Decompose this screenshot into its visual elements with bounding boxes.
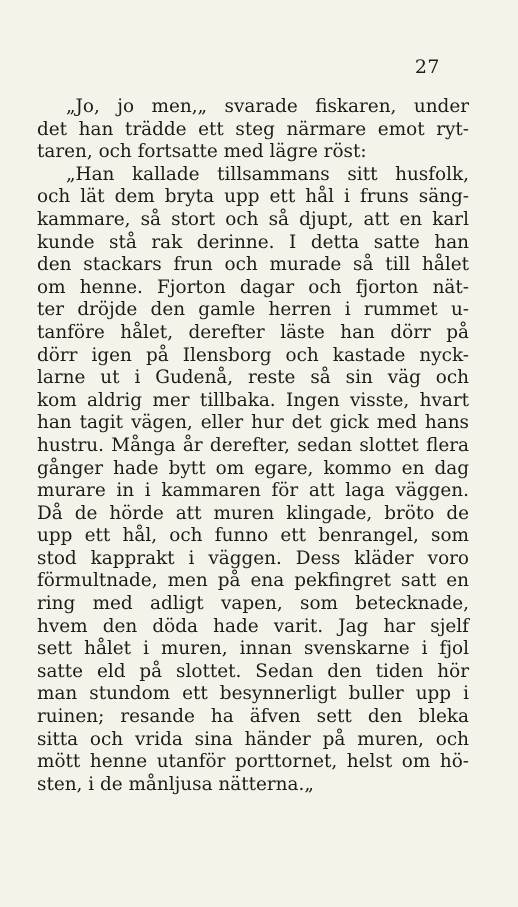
- text-line: Då de hörde att muren klingade, bröto de: [37, 502, 469, 524]
- text-line: stod kapprakt i väggen. Dess kläder voro: [37, 547, 469, 569]
- text-line: sett hålet i muren, innan svenskarne i fjol: [37, 638, 469, 660]
- page-number: 27: [414, 56, 440, 78]
- text-line: mött henne utanför porttornet, helst om hö-: [37, 751, 469, 773]
- text-line: och lät dem bryta upp ett hål i fruns säng-: [37, 186, 469, 208]
- text-line: ter dröjde den gamle herren i rummet u-: [37, 299, 469, 321]
- text-line: kom aldrig mer tillbaka. Ingen visste, hvart: [37, 389, 469, 411]
- text-line: murare in i kammaren för att laga väggen.: [37, 480, 469, 502]
- text-line: sitta och vrida sina händer på muren, och: [37, 728, 469, 750]
- text-line: ring med adligt vapen, som betecknade,: [37, 593, 469, 615]
- text-line: gånger hade bytt om egare, kommo en dag: [37, 457, 469, 479]
- text-line: „Han kallade tillsammans sitt husfolk,: [66, 163, 469, 185]
- text-line: hvem den döda hade varit. Jag har sjelf: [37, 615, 469, 637]
- text-line: sten, i de månljusa nätterna.„: [37, 773, 314, 795]
- text-line: dörr igen på Ilensborg och kastade nyck-: [37, 344, 469, 366]
- body-text: [37, 96, 469, 796]
- text-line: förmultnade, men på ena pekfingret satt en: [37, 570, 469, 592]
- text-line: om henne. Fjorton dagar och fjorton nät-: [37, 276, 469, 298]
- text-line: ruinen; resande ha äfven sett den bleka: [37, 706, 469, 728]
- text-line: larne ut i Gudenå, reste så sin väg och: [37, 367, 469, 389]
- text-line: taren, och fortsatte med lägre röst:: [37, 141, 367, 163]
- text-line: tanföre hålet, derefter läste han dörr på: [37, 321, 469, 343]
- text-line: satte eld på slottet. Sedan den tiden hör: [37, 660, 469, 682]
- text-line: den stackars frun och murade så till hålet: [37, 254, 469, 276]
- text-line: kunde stå rak derinne. I detta satte han: [37, 231, 469, 253]
- text-line: upp ett hål, och funno ett benrangel, som: [37, 525, 469, 547]
- text-line: kammare, så stort och så djupt, att en karl: [37, 208, 469, 230]
- text-line: man stundom ett besynnerligt buller upp i: [37, 683, 469, 705]
- text-line: det han trädde ett steg närmare emot ryt-: [37, 118, 469, 140]
- text-line: han tagit vägen, eller hur det gick med hans: [37, 412, 469, 434]
- text-line: hustru. Många år derefter, sedan slottet flera: [37, 434, 469, 456]
- text-line: „Jo, jo men,„ svarade fiskaren, under: [66, 96, 469, 117]
